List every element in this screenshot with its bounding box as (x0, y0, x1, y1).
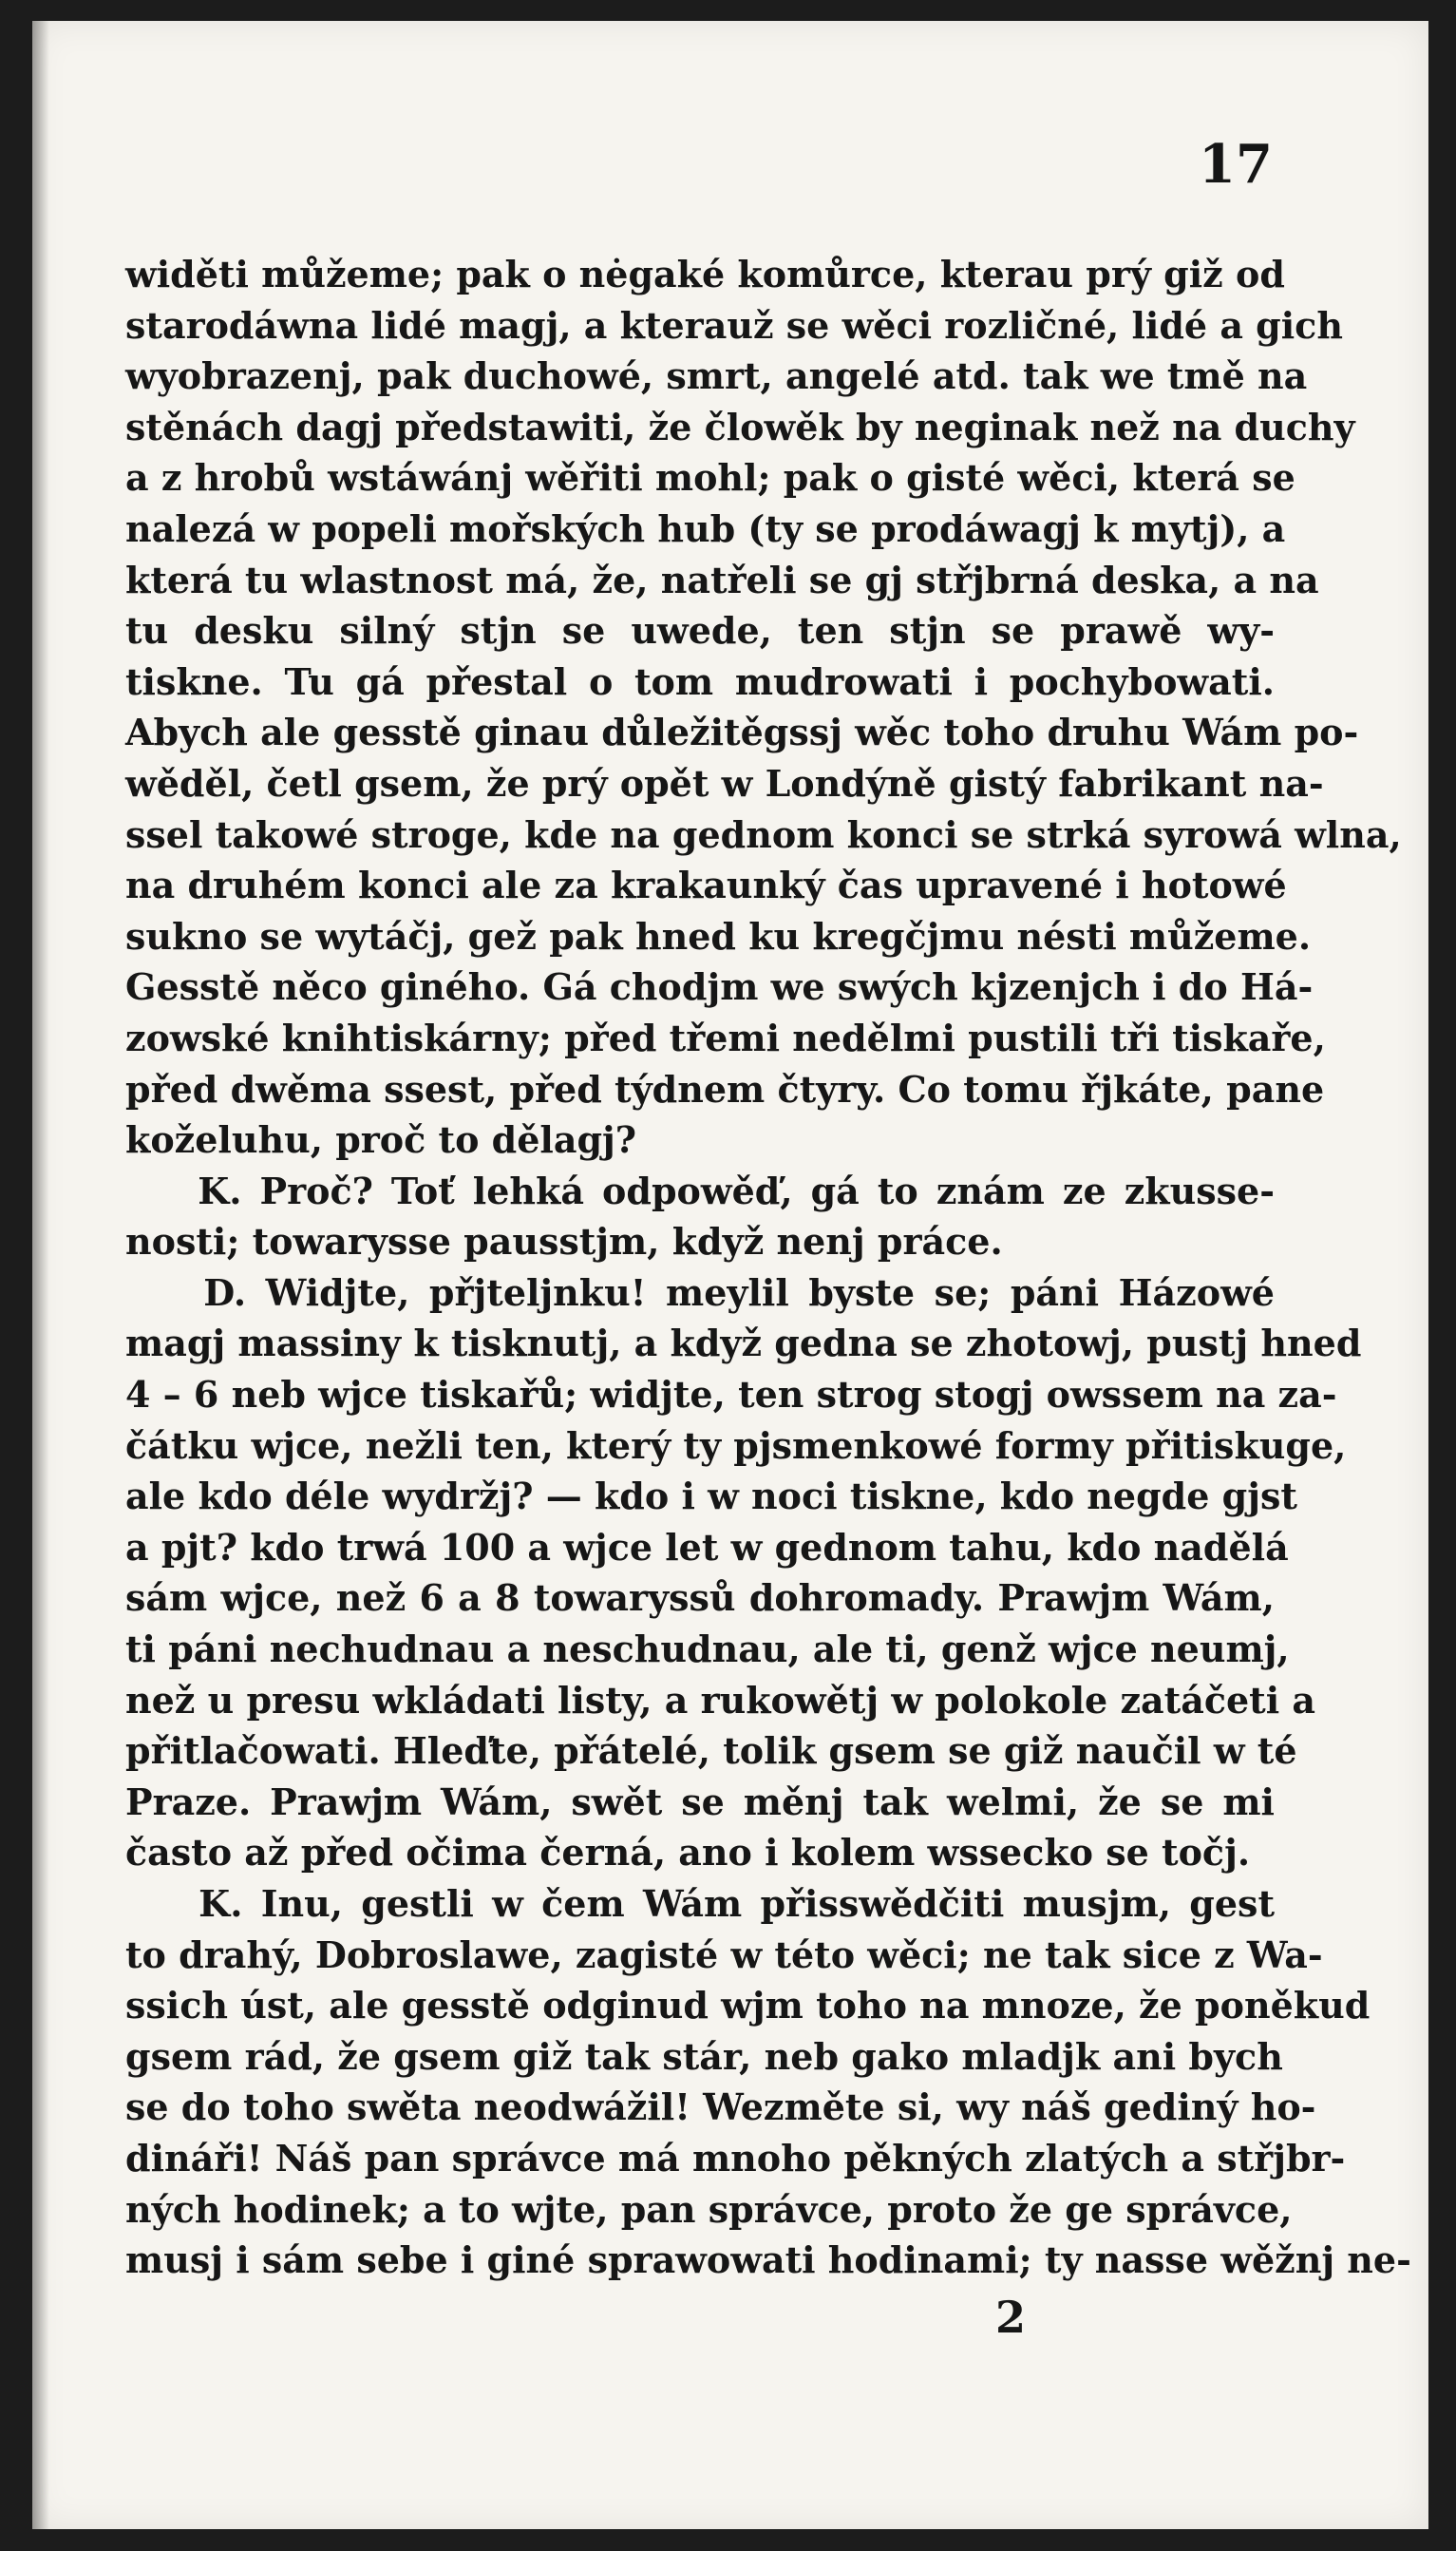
text-line: ssel takowé stroge, kde na gednom konci se strká syrowá wlna, (125, 812, 1402, 856)
text-line: ti páni nechudnau a neschudnau, ale ti, genž wjce neumj, (125, 1628, 1290, 1671)
text-line: koželuhu, proč to dělagj? (125, 1118, 637, 1162)
text-line: nosti; towarysse pausstjm, když nenj práce. (125, 1220, 1003, 1264)
text-line: wěděl, četl gsem, že prý opět w Londýně gistý fabrikant na- (125, 761, 1324, 805)
text-line: nalezá w popeli mořských hub (ty se prodáwagj k mytj), a (125, 506, 1286, 550)
text-line: ssich úst, ale gesstě odginud wjm toho na mnoze, že poněkud (125, 1984, 1371, 2027)
text-line: tu desku silný stjn se uwede, ten stjn se prawě wy- (125, 609, 1275, 653)
text-line: to drahý, Dobroslawe, zagisté w této wěci; ne tak sice z Wa- (125, 1932, 1323, 1976)
text-line: widěti můžeme; pak o nėgaké komůrce, kterau prý giž od (125, 253, 1285, 295)
body-text (125, 249, 1411, 2286)
text-line: a z hrobů wstáwánj wěřiti mohl; pak o gisté wěci, která se (125, 456, 1295, 500)
signature-mark: 2 (995, 2292, 1027, 2343)
text-line: wyobrazenj, pak duchowé, smrt, angelé atd. tak we tmě na (125, 354, 1308, 398)
text-line: sukno se wytáčj, gež pak hned ku kregčjmu nésti můžeme. (125, 914, 1312, 958)
text-line: magj massiny k tisknutj, a když gedna se zhotowj, pustj hned (125, 1322, 1362, 1365)
text-line: zowské knihtiskárny; před třemi nedělmi pustili tři tiskaře, (125, 1016, 1326, 1059)
text-line: musj i sám sebe i giné sprawowati hodinami; ty nasse wěžnj ne- (125, 2238, 1411, 2282)
text-line: dináři! Náš pan správce má mnoho pěkných zlatých a střjbr- (125, 2136, 1346, 2180)
text-line: gsem rád, že gsem giž tak stár, neb gako mladjk ani bych (125, 2034, 1283, 2078)
text-line: sám wjce, než 6 a 8 towaryssů dohromady. Prawjm Wám, (125, 1576, 1275, 1620)
text-line: která tu wlastnost má, že, natřeli se gj střjbrná deska, a na (125, 558, 1319, 601)
text-line: Praze. Prawjm Wám, swět se měnj tak welmi, že se mi (125, 1780, 1275, 1823)
text-line: ale kdo déle wydržj? — kdo i w noci tiskne, kdo negde gjst (125, 1475, 1297, 1518)
text-line: Gesstě něco giného. Gá chodjm we swých kjzenjch i do Há- (125, 965, 1314, 1009)
page-edge-shadow (32, 21, 49, 2529)
text-line: než u presu wkládati listy, a rukowětj w polokole zatáčeti a (125, 1678, 1315, 1722)
text-line: K. Inu, gestli w čem Wám přisswědčiti musjm, gest (125, 1882, 1275, 1925)
text-line: 4 – 6 neb wjce tiskařů; widjte, ten strog stogj owssem na za- (125, 1373, 1337, 1417)
text-line: starodáwna lidé magj, a kterauž se wěci rozličné, lidé a gich (125, 303, 1343, 347)
text-line: Abych ale gesstě ginau důležitěgssj wěc toho druhu Wám po- (125, 711, 1359, 754)
text-line: stěnách dagj předstawiti, že člowěk by neginak než na duchy (125, 405, 1355, 448)
text-line: před dwěma ssest, před týdnem čtyry. Co tomu řjkáte, pane (125, 1067, 1325, 1111)
text-line: tiskne. Tu gá přestal o tom mudrowati i pochybowati. (125, 659, 1275, 703)
text-line: čátku wjce, nežli ten, který ty pjsmenkowé formy přitiskuge, (125, 1423, 1347, 1467)
text-line: ných hodinek; a to wjte, pan správce, proto že ge správce, (125, 2187, 1293, 2231)
text-line: se do toho swěta neodwážil! Wezměte si, wy náš gediný ho- (125, 2085, 1316, 2129)
text-line: D. Widjte, přjteljnku! meylil byste se; páni Házowé (125, 1270, 1275, 1314)
page-number: 17 (1199, 133, 1273, 196)
text-line: K. Proč? Toť lehká odpowěď, gá to znám ze zkusse- (125, 1169, 1275, 1212)
text-line: na druhém konci ale za krakaunký čas upravené i hotowé (125, 864, 1287, 907)
text-line: často až před očima černá, ano i kolem wssecko se točj. (125, 1831, 1251, 1875)
text-line: a pjt? kdo trwá 100 a wjce let w gednom tahu, kdo nadělá (125, 1525, 1289, 1569)
text-line: přitlačowati. Hleďte, přátelé, tolik gsem se giž naučil w té (125, 1729, 1297, 1773)
